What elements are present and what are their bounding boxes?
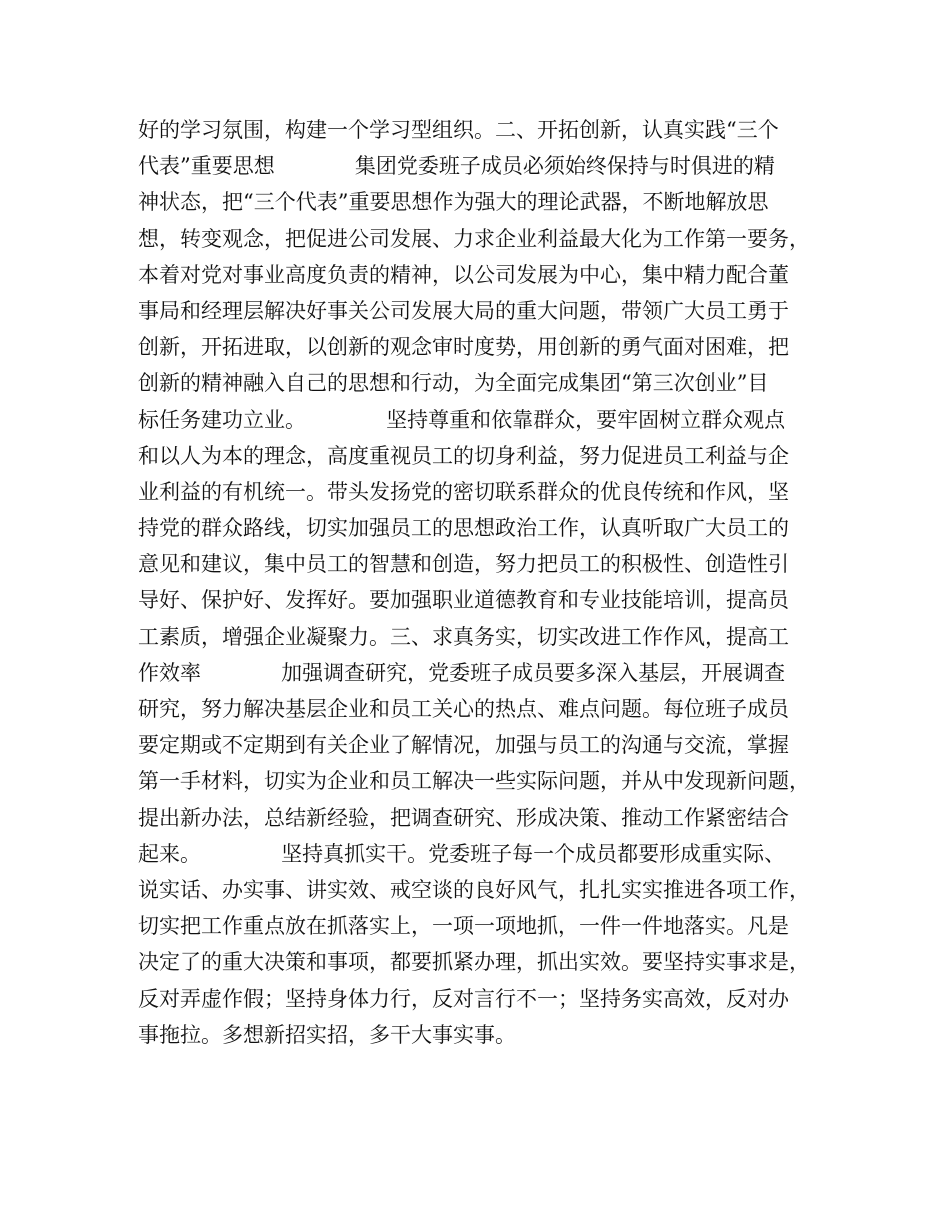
text-line: 事局和经理层解决好事关公司发展大局的重大问题，带领广大员工勇于 (138, 298, 789, 323)
text-line: 说实话、办实事、讲实效、戒空谈的良好风气，扎扎实实推进各项工作， (138, 877, 810, 902)
text-line: 想，转变观念，把促进公司发展、力求企业利益最大化为工作第一要务， (138, 226, 810, 251)
text-line: 创新，开拓进取，以创新的观念审时度势，用创新的勇气面对困难，把 (138, 335, 789, 360)
text-line: 要定期或不定期到有关企业了解情况，加强与员工的沟通与交流，掌握 (138, 733, 789, 758)
text-line: 意见和建议，集中员工的智慧和创造，努力把员工的积极性、创造性引 (138, 552, 789, 577)
text-line: 导好、保护好、发挥好。要加强职业道德教育和专业技能培训，提高员 (138, 588, 789, 613)
body-text (138, 112, 828, 1053)
text-line: 反对弄虚作假；坚持身体力行，反对言行不一；坚持务实高效，反对办 (138, 986, 789, 1011)
text-line: 作效率 加强调查研究，党委班子成员要多深入基层，开展调查 (138, 660, 786, 685)
text-line: 本着对党对事业高度负责的精神，以公司发展为中心，集中精力配合董 (138, 262, 789, 287)
text-line: 创新的精神融入自己的思想和行动，为全面完成集团“第三次创业”目 (138, 371, 769, 396)
text-line: 持党的群众路线，切实加强员工的思想政治工作，认真听取广大员工的 (138, 516, 789, 541)
text-line: 起来。 坚持真抓实干。党委班子每一个成员都要形成重实际、 (138, 841, 786, 866)
text-line: 第一手材料，切实为企业和员工解决一些实际问题，并从中发现新问题， (138, 769, 810, 794)
text-line: 事拖拉。多想新招实招，多干大事实事。 (138, 1022, 516, 1047)
text-line: 切实把工作重点放在抓落实上，一项一项地抓，一件一件地落实。凡是 (138, 914, 789, 939)
text-line: 神状态，把“三个代表”重要思想作为强大的理论武器，不断地解放思 (138, 190, 769, 215)
text-line: 标任务建功立业。 坚持尊重和依靠群众，要牢固树立群众观点 (138, 407, 786, 432)
text-line: 业利益的有机统一。带头发扬党的密切联系群众的优良传统和作风，坚 (138, 479, 789, 504)
text-line: 决定了的重大决策和事项，都要抓紧办理，抓出实效。要坚持实事求是， (138, 950, 810, 975)
text-line: 和以人为本的理念，高度重视员工的切身利益，努力促进员工利益与企 (138, 443, 789, 468)
text-line: 研究，努力解决基层企业和员工关心的热点、难点问题。每位班子成员 (138, 697, 789, 721)
text-line: 工素质，增强企业凝聚力。三、求真务实，切实改进工作作风，提高工 (138, 624, 789, 649)
text-line: 代表”重要思想 集团党委班子成员必须始终保持与时俱进的精 (138, 154, 775, 179)
text-line: 提出新办法，总结新经验，把调查研究、形成决策、推动工作紧密结合 (138, 805, 789, 830)
text-line: 好的学习氛围，构建一个学习型组织。二、开拓创新，认真实践“三个 (138, 118, 779, 142)
